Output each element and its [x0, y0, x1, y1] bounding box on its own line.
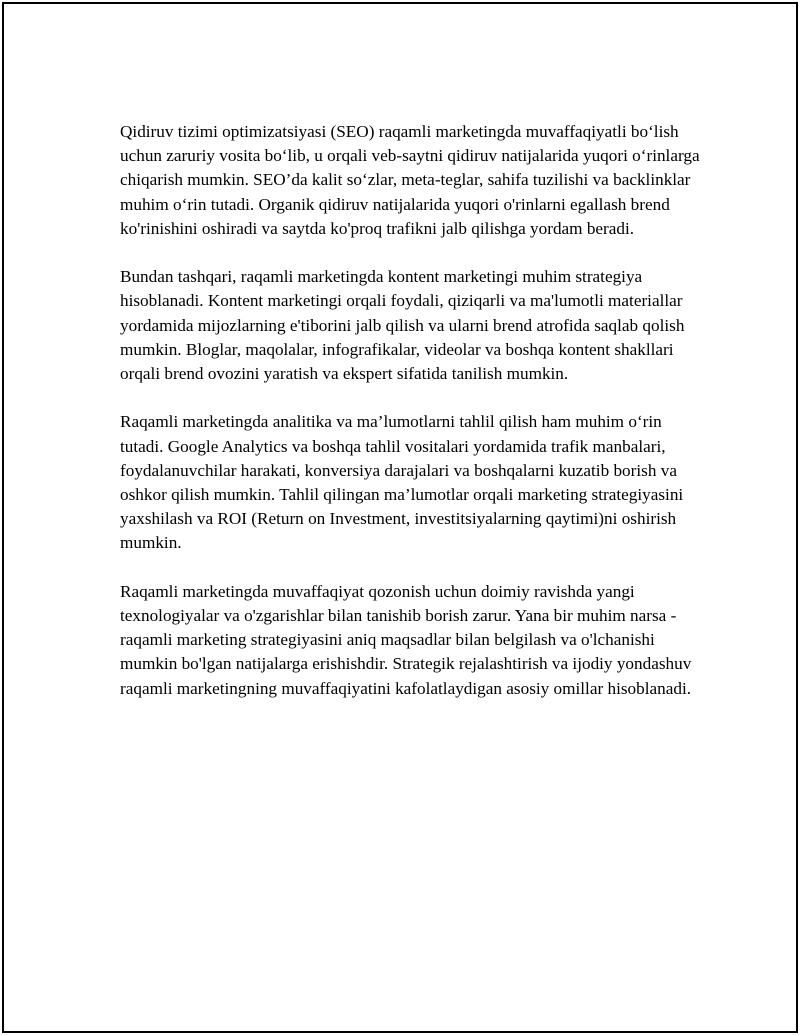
- paragraph-content-marketing: Bundan tashqari, raqamli marketingda kontent marketingi muhim strategiya hisoblanadi. Kontent marketingi orqali foydali, qiziqarli va ma'lumotli materiallar yordamida mijozlarning e'tiborini jalb qilish va ularni brend atrofida saqlab qolish mumkin. Bloglar, maqolalar, infografikalar, videolar va boshqa kontent shakllari orqali brend ovozini yaratish va ekspert sifatida tanilish mumkin.: [120, 267, 685, 384]
- paragraph-success: Raqamli marketingda muvaffaqiyat qozonish uchun doimiy ravishda yangi texnologiyalar va o'zgarishlar bilan tanishib borish zarur. Yana bir muhim narsa - raqamli marketing strategiyasini aniq maqsadlar bilan belgilash va o'lchanishi mumkin bo'lgan natijalarga erishishdir. Strategik rejalashtirish va ijodiy yondashuv raqamli marketingning muvaffaqiyatini kafolatlaydigan asosiy omillar hisoblanadi.: [120, 581, 692, 698]
- document-body: [120, 120, 700, 725]
- paragraph-analytics: Raqamli marketingda analitika va ma’lumotlarni tahlil qilish ham muhim o‘rin tutadi. Google Analytics va boshqa tahlil vositalari yordamida trafik manbalari, foydalanuvchilar harakati, konversiya darajalari va boshqalarni kuzatib borish va oshkor qilish mumkin. Tahlil qilingan ma’lumotlar orqali marketing strategiyasini yaxshilash va ROI (Return on Investment, investitsiyalarning qaytimi)ni oshirish mumkin.: [120, 412, 684, 553]
- paragraph-seo: Qidiruv tizimi optimizatsiyasi (SEO) raqamli marketingda muvaffaqiyatli bo‘lish uchun zaruriy vosita bo‘lib, u orqali veb-saytni qidiruv natijalarida yuqori o‘rinlarga chiqarish mumkin. SEO’da kalit so‘zlar, meta-teglar, sahifa tuzilishi va backlinklar muhim o‘rin tutadi. Organik qidiruv natijalarida yuqori o'rinlarni egallash brend ko'rinishini oshiradi va saytda ko'proq trafikni jalb qilishga yordam beradi.: [120, 122, 700, 238]
- document-page: [2, 2, 798, 1033]
